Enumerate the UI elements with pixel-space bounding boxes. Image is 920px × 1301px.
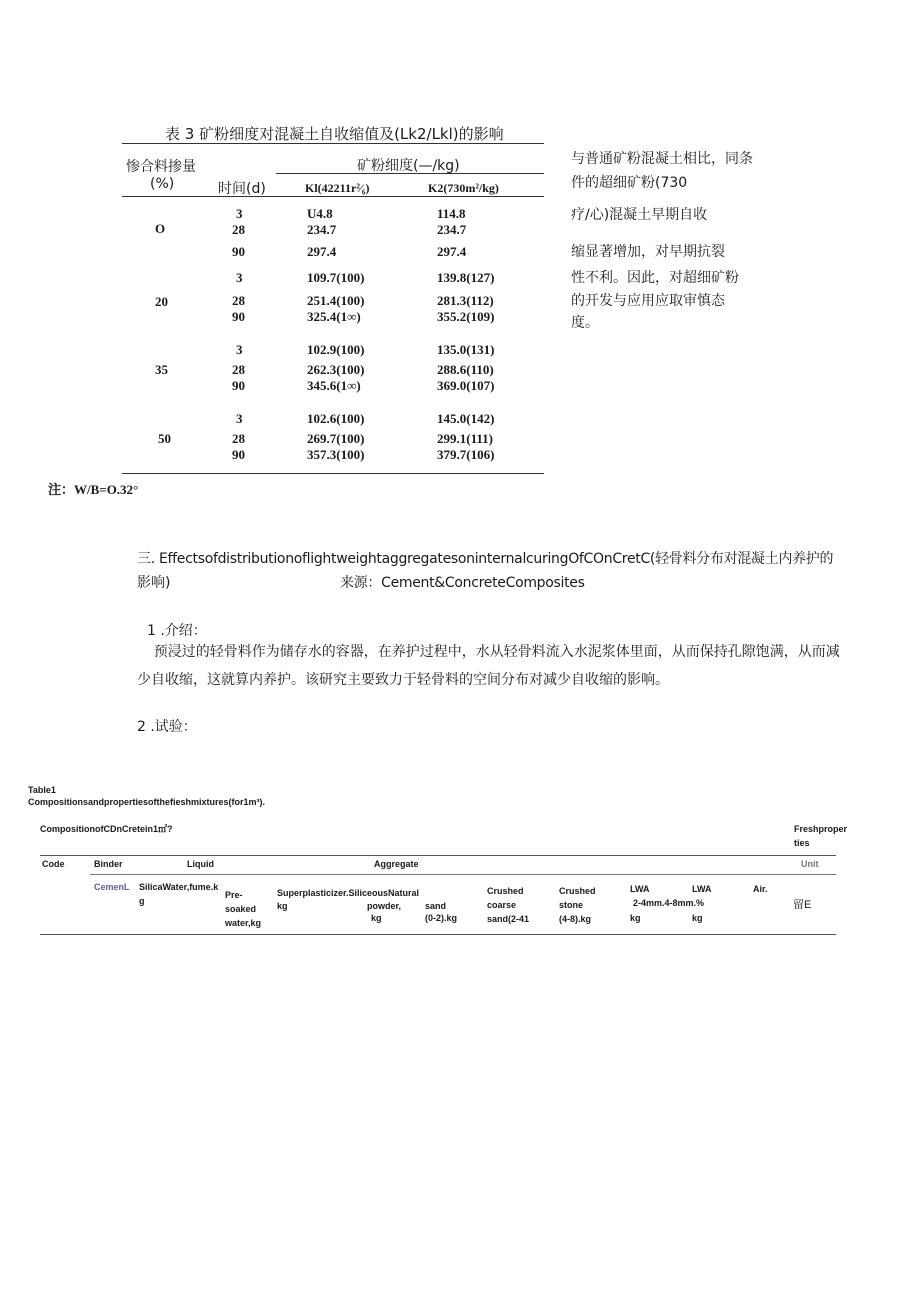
table3-k1-cell: 262.3(100) — [307, 362, 365, 377]
table1-sub-sand-unit: (0-2).kg — [425, 913, 458, 923]
table3-k2-cell: 355.2(109) — [437, 309, 495, 324]
table1-sub-presoaked — [225, 888, 261, 930]
side-text-line: 度。 — [571, 315, 599, 331]
table3-bottom-rule — [122, 473, 544, 474]
section3-heading: 三. EffectsofdistributionoflightweightaggregatesoninternalcuringOfCOnCretC(轻骨料分布对混凝土内养护的 — [137, 551, 834, 567]
table3-time-cell: 90 — [232, 447, 245, 462]
table3-note: 注：W/B=O.32° — [48, 482, 139, 497]
table1-sub-powder-unit: kg — [371, 913, 382, 923]
side-text-line: 的开发与应用应取审慎态 — [571, 293, 725, 309]
table3-k1-cell: 102.6(100) — [307, 411, 365, 426]
table1-liquid-header: Liquid — [187, 859, 214, 869]
table3-k2-cell: 379.7(106) — [437, 447, 495, 462]
table1-sub-lwa1: LWA — [630, 884, 650, 894]
table1-sub-silica-cont: g — [139, 896, 145, 906]
table3-title: 表 3 矿粉细度对混凝土自收缩值及(Lk2/Lkl)的影响 — [165, 125, 504, 143]
table1-sub-lwa2-unit: kg — [692, 913, 703, 923]
table1-sub-crushed-stone-l1: Crushed — [559, 886, 596, 896]
side-text-line: 缩显著增加，对早期抗裂 — [571, 244, 725, 260]
table1-sub-silica: SilicaWater,fume.k — [139, 882, 219, 892]
table3-time-cell: 3 — [236, 342, 243, 357]
table3-time-cell: 28 — [232, 222, 245, 237]
table3-k1-cell: 102.9(100) — [307, 342, 365, 357]
table1-sub-superplasticizer: Superplasticizer.SiliceousNatural — [277, 888, 420, 898]
table3-k1-cell: 269.7(100) — [307, 431, 365, 446]
table1-code-header: Code — [42, 859, 65, 869]
table1-sub-sand: sand — [425, 901, 447, 911]
table1-sub-crushed-stone-l2: stone — [559, 900, 584, 910]
test-heading: 2 .试验： — [137, 719, 197, 735]
table1-sub-presoaked-l2: soaked — [225, 904, 257, 914]
table1-sub-crushed-stone-l3: (4-8).kg — [559, 914, 592, 924]
table1-sub-lwa2: LWA — [692, 884, 712, 894]
table3-k2-cell: 369.0(107) — [437, 378, 495, 393]
table3-time-cell: 3 — [236, 270, 243, 285]
table1-sub-presoaked-l1: Pre- — [225, 890, 243, 900]
section3-heading-cont: 影响) — [137, 575, 171, 591]
table3-dosage-cell: 35 — [155, 362, 168, 377]
table1-label: Table1 — [28, 785, 56, 795]
table3-time-cell: 28 — [232, 362, 245, 377]
table3-time-cell: 90 — [232, 378, 245, 393]
table3-header-rule — [122, 196, 544, 197]
table3-k2-cell: 281.3(112) — [437, 293, 494, 308]
table1-sub-crushed-coarse-l1: Crushed — [487, 886, 524, 896]
table1-sub-crushed-stone — [559, 884, 596, 926]
table3-dosage-unit: (%) — [150, 176, 175, 192]
table1-sub-air: Air. — [753, 884, 768, 894]
table3-dosage-header: 惨合料掺量 — [126, 159, 196, 175]
table3-top-rule — [122, 143, 544, 144]
table1-fresh-header-cont: ties — [794, 838, 810, 848]
table1-sub-crushed-coarse-l2: coarse — [487, 900, 517, 910]
side-text-line: 与普通矿粉混凝土相比，同条 — [571, 151, 753, 167]
table3-k2-cell: 297.4 — [437, 244, 467, 259]
table3-dosage-cell: 20 — [155, 294, 168, 309]
intro-heading: 1 .介绍： — [147, 623, 207, 639]
intro-body: 预浸过的轻骨料作为储存水的容器，在养护过程中，水从轻骨料流入水泥浆体里面，从而保持孔隙饱满，从而减少自收缩，这就算内养护。该研究主要致力于轻骨料的空间分布对减少自收缩的影响。 — [137, 644, 840, 688]
table1-sub-powder: powder, — [367, 901, 402, 911]
side-text-line: 性不利。因此，对超细矿粉 — [571, 270, 739, 286]
table3-k2-header: K2(730m²/kg) — [428, 181, 499, 195]
table3-k2-cell: 288.6(110) — [437, 362, 494, 377]
table1-sub-crushed-coarse-l3: sand(2-41 — [487, 914, 530, 924]
table3-time-cell: 90 — [232, 309, 245, 324]
table1-sub-crushed-coarse — [487, 884, 529, 926]
table3-k1-cell: 297.4 — [307, 244, 337, 259]
table3-k2-cell: 145.0(142) — [437, 411, 495, 426]
table1-sub-cement: CemenL — [94, 882, 130, 892]
table3-k1-cell: 109.7(100) — [307, 270, 365, 285]
table1-sub-superplasticizer-unit: kg — [277, 901, 288, 911]
table1-top-rule — [40, 855, 836, 856]
table1-unit-header: Unit — [801, 859, 819, 869]
table1-sub-unit-value: 留E — [793, 899, 812, 911]
table3-time-cell: 3 — [236, 206, 243, 221]
table3-k1-cell: U4.8 — [307, 206, 333, 221]
table3-k1-cell: 325.4(1∞) — [307, 309, 361, 324]
table3-k2-cell: 114.8 — [437, 206, 466, 221]
table3-time-cell: 28 — [232, 431, 245, 446]
table1-sub-lwa-sizes: 2-4mm.4-8mm.% — [633, 898, 705, 908]
table1-group-rule — [90, 874, 836, 875]
table3-time-cell: 90 — [232, 244, 245, 259]
table3-k1-cell: 234.7 — [307, 222, 337, 237]
table3-time-cell: 28 — [232, 293, 245, 308]
table3-dosage-cell: 50 — [158, 431, 171, 446]
table3-k2-cell: 135.0(131) — [437, 342, 495, 357]
table1-sub-lwa1-unit: kg — [630, 913, 641, 923]
table3-k2-cell: 139.8(127) — [437, 270, 495, 285]
table1-aggregate-header: Aggregate — [374, 859, 419, 869]
table3-time-cell: 3 — [236, 411, 243, 426]
section3-source: 来源：Cement&ConcreteComposites — [340, 575, 585, 591]
table3-k2-cell: 234.7 — [437, 222, 467, 237]
table3-time-header: 时间(d) — [218, 181, 266, 197]
table3-k1-cell: 345.6(1∞) — [307, 378, 361, 393]
table3-k2-cell: 299.1(111) — [437, 431, 493, 446]
table1-sub-presoaked-l3: water,kg — [225, 918, 262, 928]
table1-fresh-header: Freshproper — [794, 824, 848, 834]
table3-k1-cell: 251.4(100) — [307, 293, 365, 308]
table1-bottom-rule — [40, 934, 836, 935]
table3-k1-header: Kl(42211r²⁄₆) — [305, 181, 370, 195]
table1-composition-header: CompositionofCDnCretein1㎡? — [40, 824, 173, 834]
side-text-line: 疗/心)混凝土早期自收 — [571, 207, 708, 223]
table1-caption: Compositionsandpropertiesofthefieshmixtures(for1m³). — [28, 797, 266, 807]
table3-fineness-header: 矿粉细度(—/kg) — [357, 158, 460, 174]
table1-binder-header: Binder — [94, 859, 123, 869]
table3-k1-cell: 357.3(100) — [307, 447, 365, 462]
side-text-line: 件的超细矿粉(730 — [571, 175, 688, 191]
table3-dosage-cell: O — [155, 221, 166, 236]
table3-fineness-rule — [276, 173, 544, 174]
